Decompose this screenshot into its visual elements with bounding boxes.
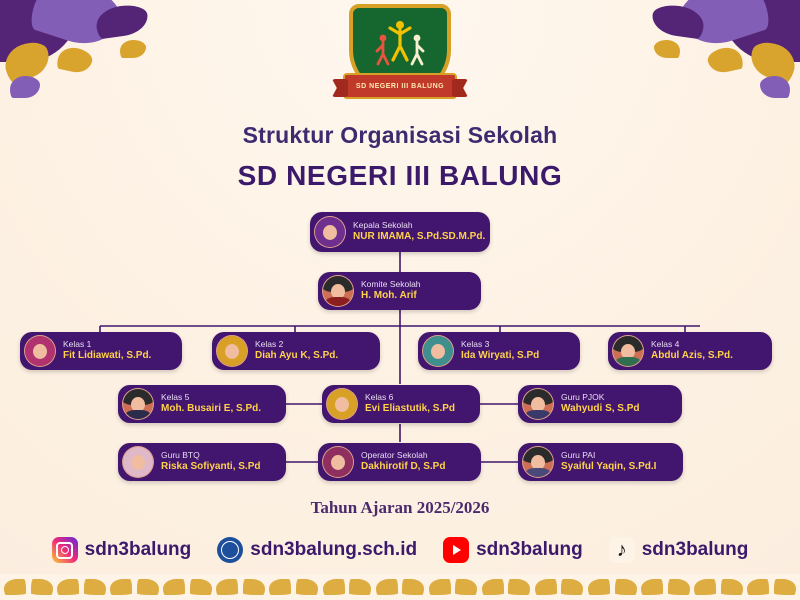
- leaf-ornament-icon: [641, 579, 663, 595]
- social-tiktok[interactable]: [609, 537, 749, 563]
- leaf-ornament-icon: [747, 579, 769, 595]
- node-role: Kelas 2: [255, 339, 284, 350]
- node-role: Kelas 6: [365, 392, 394, 403]
- avatar: [216, 335, 248, 367]
- node-role: Komite Sekolah: [361, 279, 421, 290]
- bottom-ornament-band: [0, 574, 800, 600]
- leaf-ornament-icon: [163, 579, 185, 595]
- node-name: Ida Wiryati, S.Pd: [461, 349, 540, 361]
- leaf-ornament-icon: [57, 579, 79, 595]
- node-name: Evi Eliastutik, S.Pd: [365, 402, 456, 414]
- leaf-ornament-icon: [429, 579, 451, 595]
- avatar: [522, 388, 554, 420]
- node-kelas-2[interactable]: [212, 332, 380, 370]
- node-role: Guru BTQ: [161, 450, 200, 461]
- avatar: [322, 275, 354, 307]
- leaf-ornament-icon: [376, 579, 398, 595]
- node-guru-btq[interactable]: [118, 443, 286, 481]
- avatar: [24, 335, 56, 367]
- tiktok-icon: ♪: [609, 537, 635, 563]
- leaf-ornament-icon: [137, 579, 159, 595]
- leaf-ornament-icon: [561, 579, 583, 595]
- logo-ribbon-text: SD NEGERI III BALUNG: [355, 82, 445, 90]
- leaf-ornament-icon: [482, 579, 504, 595]
- leaf-ornament-icon: [774, 579, 796, 595]
- avatar: [612, 335, 644, 367]
- node-role: Kelas 1: [63, 339, 92, 350]
- node-name: Riska Sofiyanti, S.Pd: [161, 460, 261, 472]
- leaf-ornament-icon: [243, 579, 265, 595]
- node-guru-pai[interactable]: [518, 443, 683, 481]
- social-footer: [0, 526, 800, 574]
- node-kelas-1[interactable]: [20, 332, 182, 370]
- leaf-ornament-icon: [349, 579, 371, 595]
- node-name: H. Moh. Arif: [361, 289, 417, 301]
- node-name: Diah Ayu K, S.Pd.: [255, 349, 339, 361]
- academic-year: Tahun Ajaran 2025/2026: [310, 498, 490, 517]
- leaf-ornament-icon: [84, 579, 106, 595]
- node-guru-pjok[interactable]: [518, 385, 682, 423]
- node-role: Kelas 5: [161, 392, 190, 403]
- node-name: Abdul Azis, S.Pd.: [651, 349, 733, 361]
- leaf-ornament-icon: [402, 579, 424, 595]
- leaf-ornament-icon: [694, 579, 716, 595]
- leaf-ornament-icon: [190, 579, 212, 595]
- node-name: Dakhirotif D, S.Pd: [361, 460, 446, 472]
- avatar: [422, 335, 454, 367]
- node-kelas-3[interactable]: [418, 332, 580, 370]
- leaf-ornament-icon: [269, 579, 291, 595]
- avatar: [122, 388, 154, 420]
- node-kelas-6[interactable]: [322, 385, 480, 423]
- avatar: [522, 446, 554, 478]
- leaf-ornament-icon: [455, 579, 477, 595]
- node-role: Operator Sekolah: [361, 450, 428, 461]
- leaf-ornament-icon: [588, 579, 610, 595]
- leaf-ornament-icon: [668, 579, 690, 595]
- node-name: Fit Lidiawati, S.Pd.: [63, 349, 152, 361]
- social-handle: sdn3balung.sch.id: [250, 539, 418, 560]
- leaf-ornament-icon: [110, 579, 132, 595]
- node-kelas-4[interactable]: [608, 332, 772, 370]
- globe-icon: [217, 537, 243, 563]
- node-role: Guru PAI: [561, 450, 596, 461]
- leaf-ornament-icon: [4, 579, 26, 595]
- node-operator-sekolah[interactable]: [318, 443, 481, 481]
- page-title-line2: SD NEGERI III BALUNG: [237, 160, 563, 191]
- avatar: [322, 446, 354, 478]
- node-name: NUR IMAMA, S.Pd.SD.M.Pd.: [353, 230, 486, 242]
- node-name: Moh. Busairi E, S.Pd.: [161, 402, 262, 414]
- node-role: Guru PJOK: [561, 392, 605, 403]
- leaf-ornament-icon: [296, 579, 318, 595]
- leaf-ornament-icon: [323, 579, 345, 595]
- social-handle: sdn3balung: [641, 539, 749, 560]
- leaf-ornament-icon: [615, 579, 637, 595]
- social-handle: sdn3balung: [476, 539, 583, 560]
- instagram-icon: [52, 537, 78, 563]
- page-title-line1: Struktur Organisasi Sekolah: [242, 122, 558, 148]
- node-role: Kelas 3: [461, 339, 490, 350]
- node-kelas-5[interactable]: [118, 385, 286, 423]
- social-handle: sdn3balung: [84, 539, 192, 560]
- avatar: [314, 216, 346, 248]
- social-youtube[interactable]: [443, 537, 583, 563]
- leaf-ornament-icon: [535, 579, 557, 595]
- node-name: Syaiful Yaqin, S.Pd.I: [561, 460, 657, 472]
- node-kepala-sekolah[interactable]: [310, 212, 490, 252]
- leaf-ornament-icon: [508, 579, 530, 595]
- social-website[interactable]: [217, 537, 417, 563]
- leaf-ornament-icon: [216, 579, 238, 595]
- social-instagram[interactable]: [52, 537, 192, 563]
- node-name: Wahyudi S, S.Pd: [561, 402, 640, 414]
- node-role: Kepala Sekolah: [353, 220, 413, 231]
- node-komite-sekolah[interactable]: [318, 272, 481, 310]
- avatar: [122, 446, 154, 478]
- avatar: [326, 388, 358, 420]
- leaf-ornament-icon: [721, 579, 743, 595]
- leaf-ornament-icon: [31, 579, 53, 595]
- node-role: Kelas 4: [651, 339, 680, 350]
- youtube-icon: [443, 537, 469, 563]
